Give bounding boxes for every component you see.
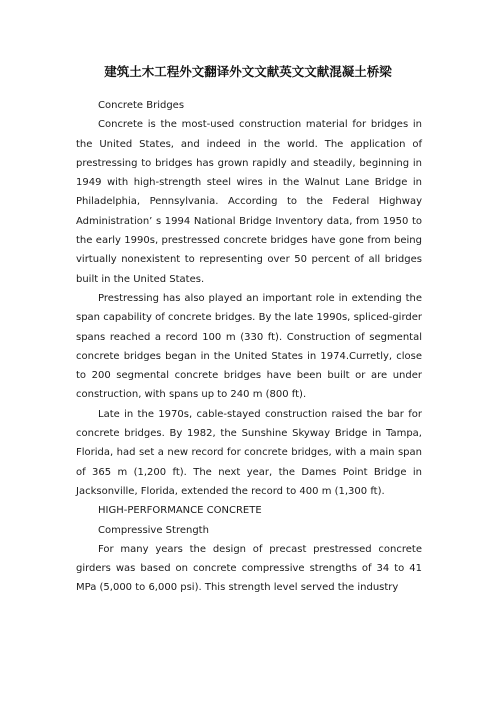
paragraph-compressive-strength: For many years the design of precast prestressed concrete girders was based on concrete compressive strengths of 34 to 41 MPa (5,000 to 6,000 psi). This strength level served the industry (76, 543, 422, 594)
document-title: 建筑土木工程外文翻译外文文献英文文献混凝土桥梁 (104, 64, 392, 79)
subsection-heading-compressive-strength: Compressive Strength (98, 524, 209, 536)
paragraph-cable-stayed: Late in the 1970s, cable-stayed construction raised the bar for concrete bridges. By 1982, the Sunshine Skyway Bridge in Tampa, Florida, had set a new record for concrete bridges, with a main span of 365 m (1,200 ft). The next year, the Dames Point Bridge in Jacksonville, Florida, extended the record to 400 m (1,300 ft). (76, 408, 422, 497)
section-heading-concrete-bridges: Concrete Bridges (98, 100, 185, 111)
section-heading-high-performance-concrete: HIGH-PERFORMANCE CONCRETE (98, 505, 262, 517)
paragraph-concrete-usage: Concrete is the most-used construction material for bridges in the United States, and indeed in the world. The application of prestressing to bridges has grown rapidly and steadily, beginning in 1949 with high-strength steel wires in the Walnut Lane Bridge in Philadelphia, Pennsylvania. According to the Federal Highway Administration’ s 1994 National Bridge Inventory data, from 1950 to the early 1990s, prestressed concrete bridges have gone from being virtually nonexistent to representing over 50 percent of all bridges built in the United States. (76, 119, 422, 285)
document-body (76, 96, 422, 598)
paragraph-prestressing-spans: Prestressing has also played an important role in extending the span capability of concrete bridges. By the late 1990s, spliced-girder spans reached a record 100 m (330 ft). Construction of segmental concrete bridges began in the United States in 1974.Curretly, close to 200 segmental concrete bridges have been built or are under construction, with spans up to 240 m (800 ft). (76, 292, 422, 401)
